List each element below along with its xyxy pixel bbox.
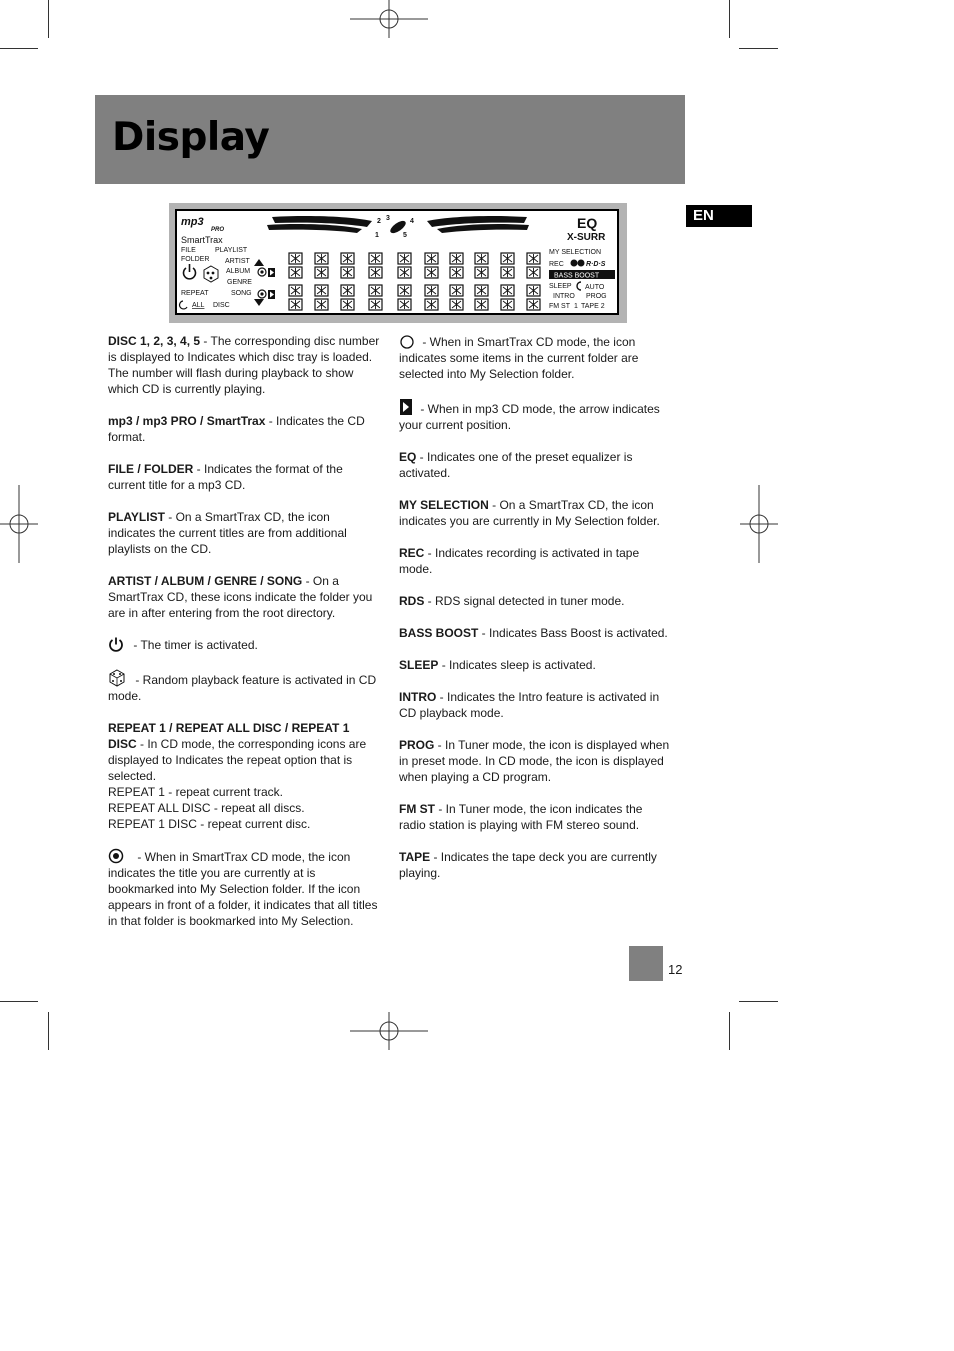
random-icon	[108, 669, 126, 687]
repeat-line: REPEAT 1 DISC - repeat current disc.	[108, 817, 311, 831]
repeat-line: REPEAT 1 - repeat current track.	[108, 785, 283, 799]
entry-term: REPEAT 1 / REPEAT ALL DISC / REPEAT 1 DISC	[108, 721, 350, 751]
entry-term: REC	[399, 546, 425, 560]
svg-text:1: 1	[375, 232, 379, 239]
entry-text: - On a SmartTrax CD, the icon indicates the current titles are from additional playlists on the CD.	[108, 510, 347, 556]
fm-st-label: FM ST	[549, 303, 570, 310]
entry-text: - Indicates Bass Boost is activated.	[478, 626, 668, 640]
pro-label: PRO	[211, 227, 225, 233]
bookmark-icon	[258, 268, 266, 276]
intro-label: INTRO	[553, 293, 575, 300]
segment-strokes	[503, 300, 512, 309]
entry-term: ARTIST / ALBUM / GENRE / SONG	[108, 574, 303, 588]
entry-bass-boost	[399, 625, 671, 641]
file-label: FILE	[181, 247, 196, 254]
entry-text: - When in SmartTrax CD mode, the icon indicates the title you are currently at is bookmarked into My Selection folder. If the icon appears in front of a folder, it indicates that all titles in that folder is bookmarked into My Selection.	[108, 850, 378, 928]
entry-term: FILE / FOLDER	[108, 462, 194, 476]
segment-strokes	[529, 300, 538, 309]
entry-text: - When in mp3 CD mode, the arrow indicates your current position.	[399, 402, 660, 432]
entry-term: MY SELECTION	[399, 498, 489, 512]
sleep-label: SLEEP	[549, 283, 572, 290]
entry-text: - RDS signal detected in tuner mode.	[424, 594, 625, 608]
entry-rds	[399, 593, 671, 609]
entry-text: - In Tuner mode, the icon is displayed when in preset mode. In CD mode, the icon is displayed when playing a CD program.	[399, 738, 670, 784]
repeat-line: REPEAT ALL DISC - repeat all discs.	[108, 801, 305, 815]
down-arrow-icon	[254, 299, 264, 306]
segment-strokes	[400, 268, 409, 277]
entry-repeat	[108, 720, 380, 832]
entry-bookmark	[108, 848, 380, 929]
svg-text:4: 4	[410, 218, 414, 225]
segment-strokes	[452, 286, 461, 295]
segment-strokes	[503, 286, 512, 295]
entry-text: - The corresponding disc number is displayed to Indicates which disc tray is loaded. The number will flash during playback to show which CD is currently playing.	[108, 334, 380, 396]
right-column	[399, 333, 671, 897]
svg-text:5: 5	[403, 232, 407, 239]
crop-mark	[0, 1001, 38, 1002]
entry-text: - On a SmartTrax CD, the icon indicates you are currently in My Selection folder.	[399, 498, 660, 528]
tape2-label: TAPE 2	[581, 303, 605, 310]
auto-arc-icon	[577, 282, 581, 290]
bookmark-icon	[258, 290, 266, 298]
segment-strokes	[503, 268, 512, 277]
album-label: ALBUM	[226, 268, 251, 275]
crop-mark	[739, 1001, 778, 1002]
entry-prog	[399, 737, 671, 785]
segment-strokes	[317, 300, 326, 309]
entry-sleep	[399, 657, 671, 673]
entry-my-selection	[399, 497, 671, 529]
entry-timer	[108, 637, 380, 653]
entry-fm-st	[399, 801, 671, 833]
entry-term: RDS	[399, 594, 425, 608]
entry-term: BASS BOOST	[399, 626, 479, 640]
page-number: 12	[668, 962, 683, 977]
entry-term: INTRO	[399, 690, 437, 704]
entry-eq	[399, 449, 671, 481]
segment-strokes	[427, 300, 436, 309]
left-column	[108, 333, 380, 945]
entry-text: - Indicates the CD format.	[108, 414, 365, 444]
artist-label: ARTIST	[225, 258, 250, 265]
prog-label: PROG	[586, 293, 607, 300]
segment-strokes	[452, 254, 461, 263]
rds-label: R·D·S	[586, 261, 606, 268]
segment-strokes	[529, 286, 538, 295]
disc-label: DISC	[213, 302, 230, 309]
segment-strokes	[317, 268, 326, 277]
crop-mark	[729, 0, 730, 38]
segment-strokes	[291, 286, 300, 295]
entry-random	[108, 669, 380, 704]
segment-strokes	[452, 300, 461, 309]
segment-strokes	[371, 254, 380, 263]
segment-strokes	[371, 286, 380, 295]
segment-strokes	[427, 254, 436, 263]
svg-text:3: 3	[386, 215, 390, 222]
entry-disc	[108, 333, 380, 397]
entry-term: PROG	[399, 738, 435, 752]
timer-icon	[184, 264, 196, 279]
song-label: SONG	[231, 290, 252, 297]
disc-number-indicators	[375, 215, 414, 239]
registration-mark-icon	[0, 485, 38, 563]
entry-text: - Indicates one of the preset equalizer is activated.	[399, 450, 633, 480]
entry-circle	[399, 333, 671, 382]
entry-text: - In CD mode, the corresponding icons are displayed to Indicates the repeat option that is selected.	[108, 737, 367, 783]
crop-mark	[0, 48, 38, 49]
folder-label: FOLDER	[181, 256, 210, 263]
segment-strokes	[427, 286, 436, 295]
segment-strokes	[400, 254, 409, 263]
registration-mark-icon	[350, 0, 428, 38]
entry-text: - Indicates sleep is activated.	[438, 658, 596, 672]
one-label: 1	[574, 303, 578, 310]
entry-text: - On a SmartTrax CD, these icons indicate the folder you are in after entering from the root directory.	[108, 574, 373, 620]
segment-strokes	[291, 268, 300, 277]
segment-strokes	[317, 286, 326, 295]
registration-mark-icon	[740, 485, 778, 563]
segment-strokes	[317, 254, 326, 263]
rec-label: REC	[549, 261, 564, 268]
page-title: Display	[112, 115, 270, 160]
segment-strokes	[477, 254, 486, 263]
position-arrow-icon	[268, 268, 275, 277]
entry-term: PLAYLIST	[108, 510, 165, 524]
bookmark-icon	[108, 848, 124, 864]
svg-text:2: 2	[377, 218, 381, 225]
tape-reels-icon	[571, 260, 585, 267]
crop-mark	[48, 0, 49, 38]
entry-text: - Indicates the Intro feature is activated in CD playback mode.	[399, 690, 660, 720]
lcd-graphic	[177, 211, 621, 317]
segment-strokes	[400, 300, 409, 309]
position-arrow-icon	[399, 398, 413, 416]
entry-term: EQ	[399, 450, 417, 464]
segment-strokes	[400, 286, 409, 295]
segment-strokes	[477, 286, 486, 295]
xsurr-label: X-SURR	[567, 232, 606, 243]
segment-strokes	[343, 254, 352, 263]
entry-rec	[399, 545, 671, 577]
segment-character-grid	[289, 253, 540, 310]
eq-label: EQ	[577, 215, 598, 231]
repeat-icon	[180, 301, 187, 309]
entry-intro	[399, 689, 671, 721]
entry-term: FM ST	[399, 802, 435, 816]
title-banner	[95, 95, 685, 184]
page-number-box	[629, 946, 663, 981]
all-label: ALL	[192, 302, 205, 309]
segment-strokes	[427, 268, 436, 277]
registration-mark-icon	[350, 1012, 428, 1050]
entry-term: SLEEP	[399, 658, 439, 672]
crop-mark	[48, 1012, 49, 1050]
random-icon	[204, 266, 218, 282]
segment-strokes	[343, 286, 352, 295]
crop-mark	[729, 1012, 730, 1050]
entry-playlist	[108, 509, 380, 557]
entry-text: - The timer is activated.	[130, 638, 258, 652]
entry-text: - Indicates recording is activated in tape mode.	[399, 546, 640, 576]
entry-term: mp3 / mp3 PRO / SmartTrax	[108, 414, 266, 428]
segment-strokes	[291, 300, 300, 309]
segment-strokes	[503, 254, 512, 263]
segment-strokes	[343, 300, 352, 309]
entry-text: - In Tuner mode, the icon indicates the radio station is playing with FM stereo sound.	[399, 802, 643, 832]
segment-strokes	[371, 268, 380, 277]
segment-strokes	[529, 268, 538, 277]
segment-strokes	[452, 268, 461, 277]
entry-tape	[399, 849, 671, 881]
lcd-display-illustration	[169, 203, 627, 323]
circle-icon	[399, 333, 415, 349]
crop-mark	[739, 48, 778, 49]
entry-term: DISC 1, 2, 3, 4, 5	[108, 334, 201, 348]
smarttrax-label: SmartTrax	[181, 235, 223, 245]
segment-strokes	[529, 254, 538, 263]
bass-boost-label: BASS BOOST	[554, 272, 600, 280]
up-arrow-icon	[254, 259, 264, 266]
entry-text: - Indicates the tape deck you are currently playing.	[399, 850, 657, 880]
entry-text: - Random playback feature is activated in CD mode.	[108, 673, 377, 703]
segment-strokes	[477, 268, 486, 277]
mp3-label: mp3	[181, 216, 204, 228]
genre-label: GENRE	[227, 279, 252, 286]
position-arrow-icon	[268, 290, 275, 299]
entry-mp3	[108, 413, 380, 445]
entry-file-folder	[108, 461, 380, 493]
entry-artist-album-genre-song	[108, 573, 380, 621]
my-selection-label: MY SELECTION	[549, 249, 601, 256]
auto-label: AUTO	[585, 284, 605, 291]
segment-strokes	[291, 254, 300, 263]
entry-term: TAPE	[399, 850, 431, 864]
segment-strokes	[477, 300, 486, 309]
lcd-panel	[175, 209, 619, 315]
segment-strokes	[371, 300, 380, 309]
entry-text: - When in SmartTrax CD mode, the icon indicates some items in the current folder are selected into My Selection folder.	[399, 335, 639, 381]
repeat-label: REPEAT	[181, 290, 209, 297]
timer-icon	[108, 637, 124, 652]
playlist-label: PLAYLIST	[215, 247, 248, 254]
language-tab: EN	[686, 205, 752, 227]
entry-text: - Indicates the format of the current title for a mp3 CD.	[108, 462, 343, 492]
entry-arrow	[399, 398, 671, 433]
segment-strokes	[343, 268, 352, 277]
